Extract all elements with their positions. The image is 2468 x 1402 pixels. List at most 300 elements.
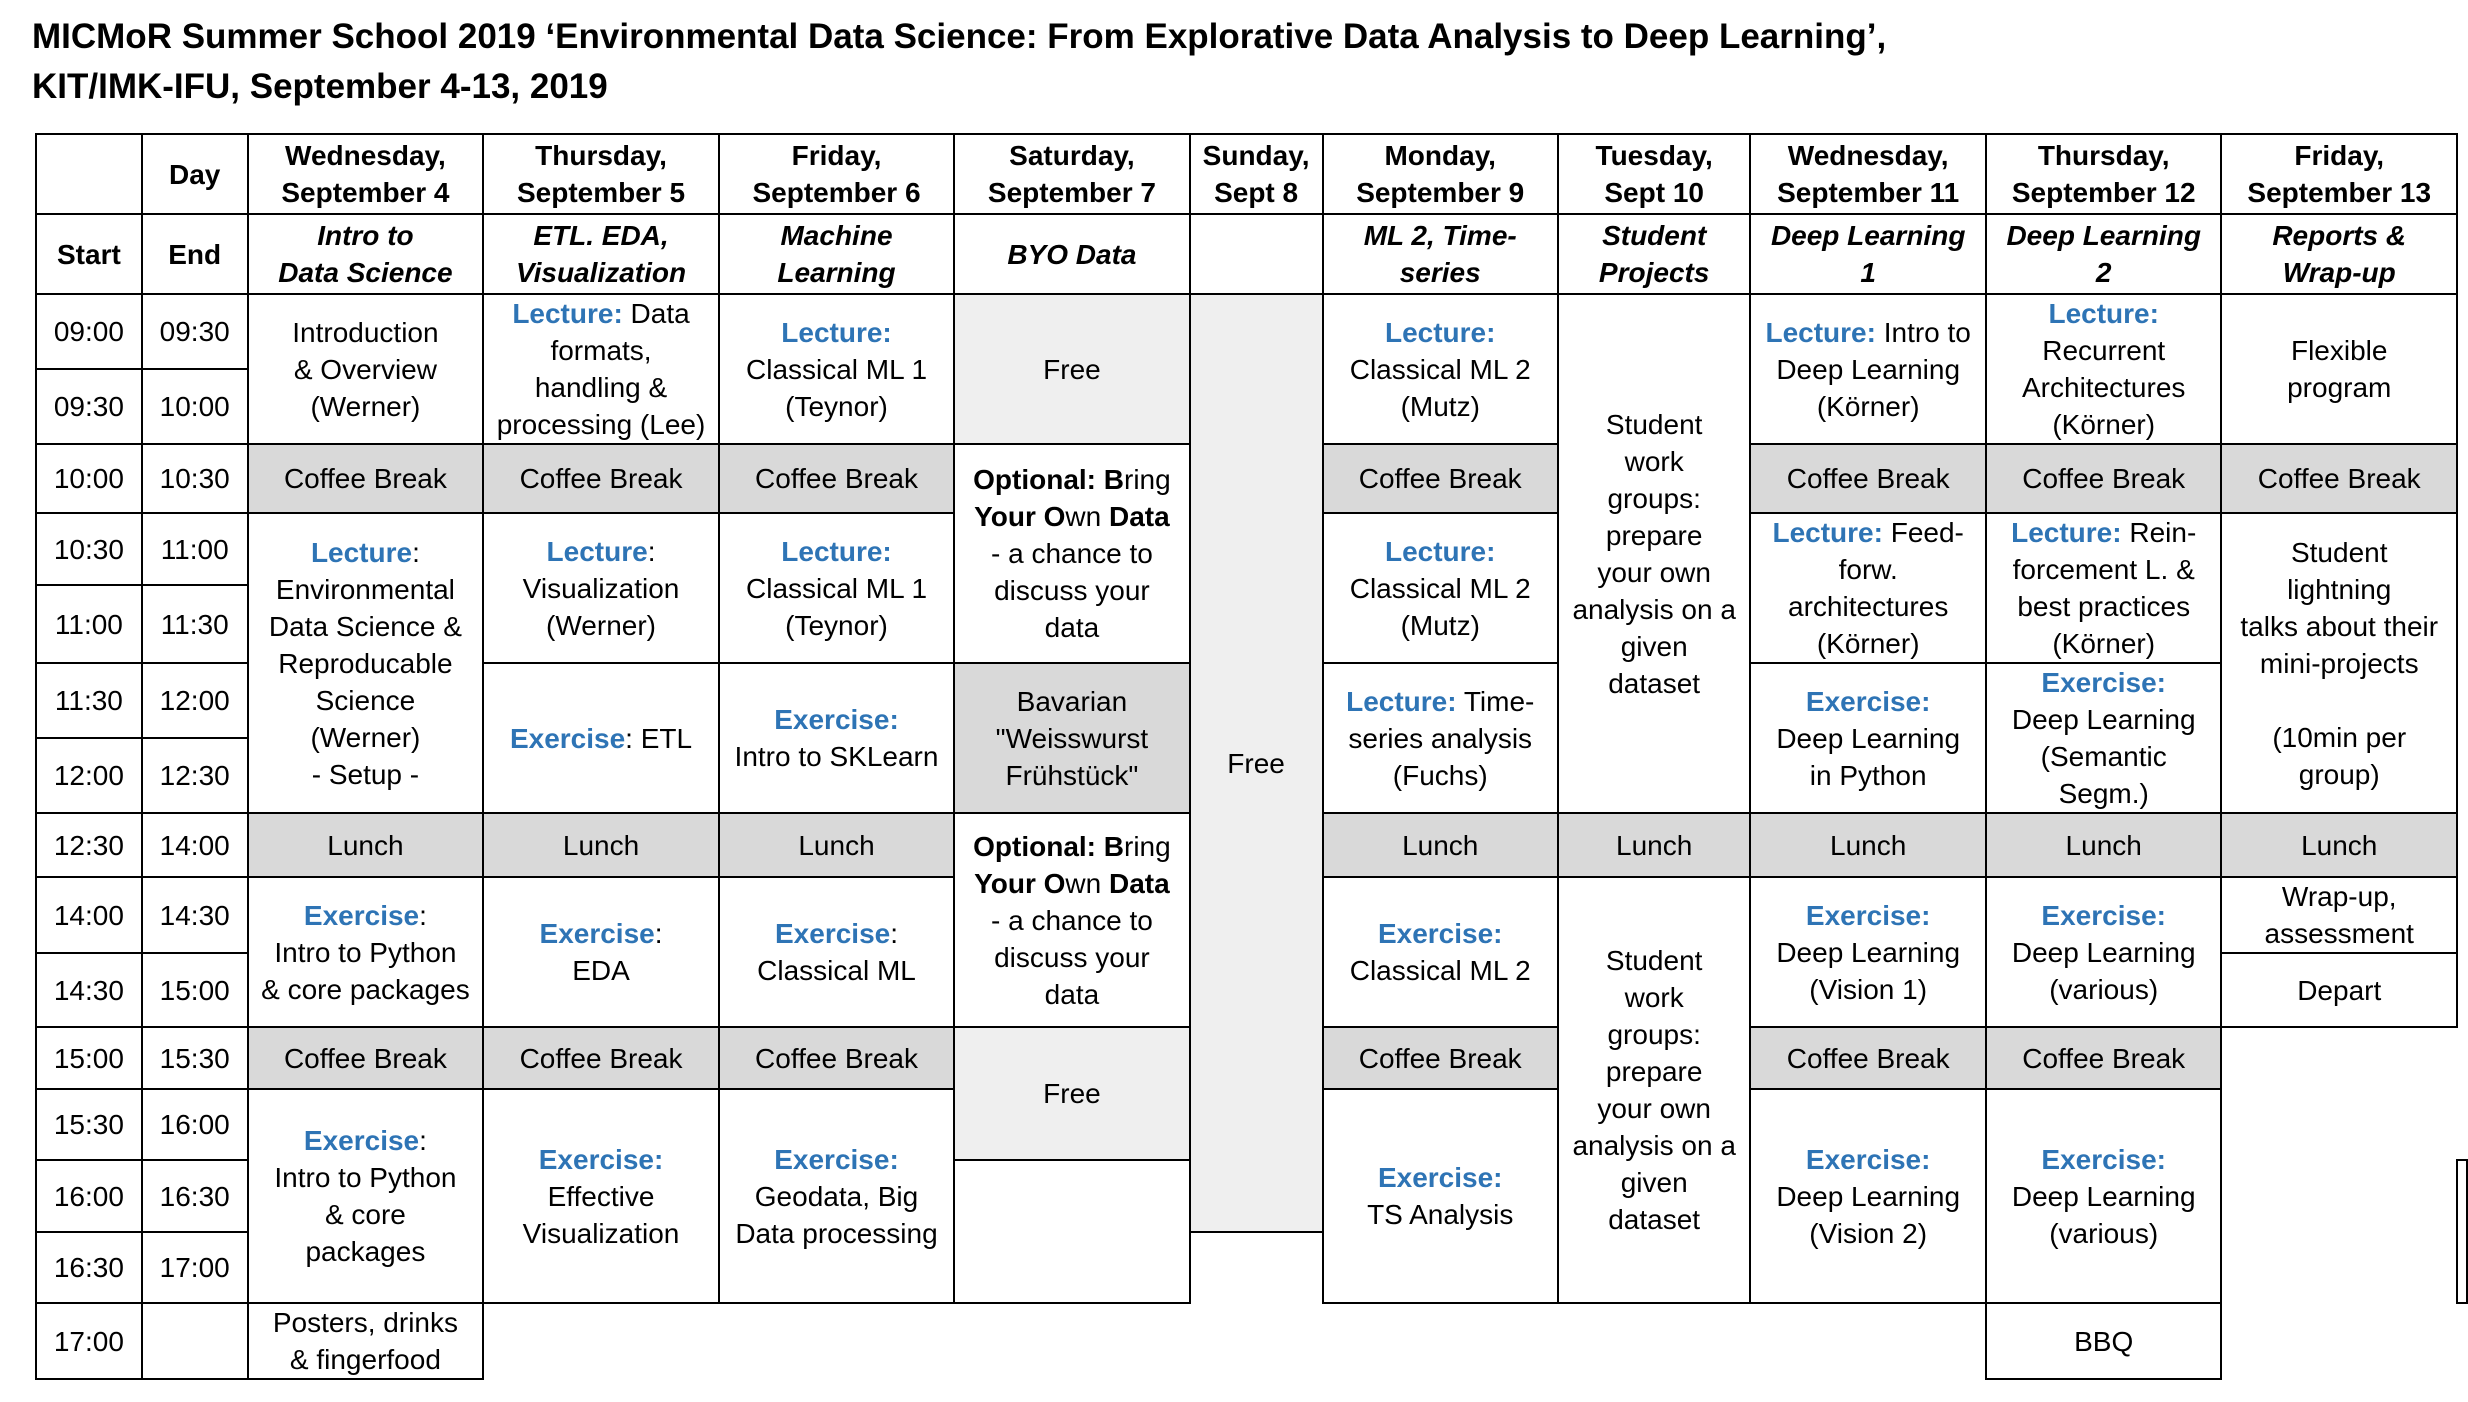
day-date: Sept 10 <box>1604 177 1704 208</box>
session-evening <box>248 1303 484 1379</box>
cell-line: analysis on a <box>1572 1130 1736 1161</box>
cell-line: given <box>1620 1167 1688 1198</box>
day-header-row <box>36 134 2467 214</box>
session-flexible <box>2221 294 2457 444</box>
day-header <box>2221 134 2457 214</box>
exercise-label: Exercise: <box>2041 1143 2166 1175</box>
cell-line: Reproducable <box>278 647 453 679</box>
session-exercise <box>483 877 719 1027</box>
cell-text: Intro to <box>1875 316 1971 348</box>
day-header <box>1750 134 1986 214</box>
exercise-label: Exercise <box>303 1125 420 1156</box>
day-theme <box>719 214 954 294</box>
cell-line: Data Science & <box>268 610 462 642</box>
end-time: 12:00 <box>142 663 248 738</box>
day-theme <box>2221 214 2457 294</box>
day-name: Saturday, <box>1009 140 1135 171</box>
session-lecture <box>483 513 719 663</box>
day-date: September 11 <box>1777 177 1960 208</box>
day-theme <box>1190 214 1323 294</box>
day-theme <box>1558 214 1751 294</box>
session-exercise <box>1986 877 2222 1027</box>
title-line-2: KIT/IMK-IFU, September 4-13, 2019 <box>32 67 608 106</box>
start-time: 09:00 <box>36 294 142 369</box>
cell-line: data <box>1044 612 1100 643</box>
cell-line <box>253 534 479 571</box>
end-time: 09:30 <box>142 294 248 369</box>
session-lecture <box>248 513 484 813</box>
cell-line: assessment <box>2264 918 2414 949</box>
cell-line: (Teynor) <box>785 609 888 641</box>
cell-line: talks about their <box>2240 610 2439 642</box>
start-time: 14:30 <box>36 953 142 1027</box>
cell-line: Classical ML 1 <box>746 353 928 385</box>
empty-cell <box>2457 1160 2467 1303</box>
day-name: Friday, <box>791 140 882 171</box>
start-time: 15:00 <box>36 1027 142 1089</box>
end-time: 11:30 <box>142 585 248 663</box>
cell-line: (Mutz) <box>1400 609 1480 641</box>
end-time <box>142 1303 248 1379</box>
end-time: 14:00 <box>142 813 248 877</box>
cell-line <box>1755 314 1981 351</box>
day-header <box>954 134 1189 214</box>
session-exercise <box>1750 663 1986 813</box>
session-lecture <box>1750 294 1986 444</box>
cell-text: Time- <box>1456 685 1535 717</box>
day-name: Monday, <box>1384 140 1496 171</box>
cell-line: (various) <box>2049 973 2159 1005</box>
cell-line: Data processing <box>735 1217 938 1249</box>
empty-cell <box>483 1303 1986 1379</box>
exercise-label: Exercise <box>539 918 655 949</box>
cell-line: (various) <box>2049 1217 2159 1249</box>
cell-line: & Overview <box>293 353 437 385</box>
cell-line: analysis on a <box>1572 593 1736 625</box>
cell-text: : <box>412 536 420 568</box>
end-time: 11:00 <box>142 513 248 585</box>
session-exercise <box>1323 877 1558 1027</box>
session-exercise <box>248 1089 484 1303</box>
cell-line: Deep Learning <box>2011 936 2196 968</box>
lecture-label: Lecture: <box>1765 316 1876 348</box>
cell-line: Deep Learning <box>1776 1180 1961 1212</box>
start-time: 09:30 <box>36 369 142 444</box>
day-theme <box>483 214 719 294</box>
cell-line: prepare <box>1605 1056 1703 1087</box>
time-row <box>36 1303 2467 1379</box>
cell-line: Introduction <box>292 316 439 348</box>
exercise-label: Exercise <box>509 722 626 754</box>
cell-line: prepare <box>1605 519 1703 551</box>
empty-cell <box>954 1160 1189 1303</box>
day-header <box>483 134 719 214</box>
theme-line: BYO Data <box>1007 238 1137 270</box>
cell-line: (Werner) <box>546 609 656 641</box>
cell-line: data <box>1044 978 1100 1010</box>
lecture-label: Lecture: <box>2011 517 2122 548</box>
cell-text: Data <box>1109 867 1170 899</box>
cell-spacer <box>2226 682 2452 719</box>
lunch-break: Lunch <box>1323 813 1558 877</box>
cell-line: (Fuchs) <box>1392 759 1488 791</box>
cell-line: Bavarian <box>1016 685 1128 717</box>
coffee-break: Coffee Break <box>248 444 484 513</box>
session-free: Free <box>954 294 1189 444</box>
session-exercise <box>248 877 484 1027</box>
lecture-label: Lecture: <box>781 316 892 348</box>
session-exercise <box>1986 1089 2222 1303</box>
cell-line: Deep Learning <box>1776 722 1961 754</box>
lunch-break: Lunch <box>1750 813 1986 877</box>
day-date: September 5 <box>516 177 686 208</box>
theme-line: Visualization <box>515 257 687 288</box>
coffee-break: Coffee Break <box>1750 1027 1986 1089</box>
lecture-label: Lecture <box>546 535 648 567</box>
theme-line: ML 2, Time- <box>1363 220 1517 251</box>
cell-line: Classical ML 2 <box>1349 955 1531 986</box>
session-exercise <box>719 1089 954 1303</box>
cell-line: Intro to Python <box>274 936 457 968</box>
lunch-break: Lunch <box>483 813 719 877</box>
exercise-label: Exercise: <box>774 704 899 735</box>
theme-line: Learning <box>777 257 896 288</box>
end-label: End <box>142 214 248 294</box>
cell-line: lightning <box>2287 573 2392 605</box>
start-time: 14:00 <box>36 877 142 953</box>
cell-line: (Teynor) <box>785 390 888 422</box>
cell-line: Deep Learning <box>2011 704 2196 735</box>
cell-line: Deep Learning <box>1776 936 1961 968</box>
cell-line: Student <box>1605 945 1703 976</box>
cell-text: : <box>654 918 663 949</box>
day-header <box>1323 134 1558 214</box>
cell-line: - Setup - <box>311 758 420 790</box>
day-date: September 7 <box>987 177 1156 208</box>
cell-text: wn <box>1065 867 1102 899</box>
cell-line: (10min per <box>2272 721 2407 753</box>
cell-line <box>1755 514 1981 551</box>
cell-line <box>724 915 949 952</box>
session-exercise <box>1323 1089 1558 1303</box>
cell-line: Deep Learning <box>2011 1180 2196 1212</box>
schedule-table <box>35 133 2468 1380</box>
cell-line: group) <box>2298 758 2380 790</box>
cell-text: B <box>1103 830 1125 862</box>
day-label: Day <box>142 134 248 214</box>
theme-line: Deep Learning <box>2006 220 2201 251</box>
cell-line: Visualization <box>522 1217 680 1249</box>
day-date: September 13 <box>2247 177 2432 208</box>
session-byo-data <box>954 444 1189 663</box>
lecture-label: Lecture: <box>1384 535 1496 567</box>
cell-text: Feed- <box>1882 517 1964 548</box>
cell-line <box>488 295 714 332</box>
cell-line: - a chance to <box>990 538 1153 569</box>
cell-line: Recurrent <box>2042 335 2166 366</box>
session-exercise <box>1750 1089 1986 1303</box>
session-free: Free <box>954 1027 1189 1160</box>
cell-line <box>253 897 479 934</box>
cell-line: architectures <box>1788 591 1949 622</box>
theme-line: Wrap-up <box>2282 257 2396 288</box>
lunch-break: Lunch <box>1558 813 1751 877</box>
session-intro <box>248 294 484 444</box>
day-header <box>719 134 954 214</box>
coffee-break: Coffee Break <box>2221 444 2457 513</box>
cell-line: groups: <box>1607 1019 1701 1050</box>
title-line-1: MICMoR Summer School 2019 ‘Environmental Data Science: From Explorative Data Analysis to Deep Learning’, <box>32 17 1887 56</box>
coffee-break: Coffee Break <box>1986 1027 2222 1089</box>
cell-text: O <box>1043 867 1066 899</box>
session-lightning-talks <box>2221 513 2457 813</box>
cell-line: in Python <box>1809 759 1927 791</box>
cell-line: Effective <box>547 1180 655 1212</box>
cell-text: O <box>1043 501 1066 532</box>
session-exercise <box>1986 663 2222 813</box>
cell-text: Your <box>974 867 1036 899</box>
session-lecture <box>1750 513 1986 663</box>
session-exercise <box>483 663 719 813</box>
coffee-break: Coffee Break <box>719 444 954 513</box>
cell-line: formats, <box>550 335 652 366</box>
start-time: 15:30 <box>36 1089 142 1160</box>
coffee-break: Coffee Break <box>1750 444 1986 513</box>
cell-line: dataset <box>1608 667 1701 699</box>
cell-line: Visualization <box>522 572 680 604</box>
cell-text: B <box>1103 464 1125 495</box>
coffee-break: Coffee Break <box>483 1027 719 1089</box>
cell-line: Environmental <box>275 573 455 605</box>
theme-header-row <box>36 214 2467 294</box>
lunch-break: Lunch <box>248 813 484 877</box>
exercise-label: Exercise <box>303 899 420 931</box>
lecture-label: Lecture <box>310 536 413 568</box>
cell-line: Student <box>2290 536 2388 568</box>
coffee-break: Coffee Break <box>1323 1027 1558 1089</box>
day-theme <box>1750 214 1986 294</box>
cell-line: series analysis <box>1348 722 1533 754</box>
cell-line: your own <box>1597 556 1711 588</box>
cell-line: mini-projects <box>2259 647 2419 679</box>
day-name: Sunday, <box>1202 140 1310 171</box>
cell-text: : <box>419 1125 427 1156</box>
cell-line: given <box>1620 630 1688 662</box>
cell-line: Posters, drinks <box>272 1307 458 1338</box>
cell-line: handling & <box>534 372 668 403</box>
cell-line: (Mutz) <box>1400 390 1480 422</box>
start-time: 10:30 <box>36 513 142 585</box>
cell-line <box>488 915 714 952</box>
cell-text: ring <box>1124 464 1171 495</box>
cell-line: - a chance to <box>990 904 1153 936</box>
lecture-label: Lecture: <box>1346 685 1457 717</box>
day-date: September 12 <box>2011 177 2196 208</box>
cell-line: TS Analysis <box>1367 1199 1514 1230</box>
cell-text: Data <box>1109 501 1170 532</box>
exercise-label: Exercise: <box>2041 899 2166 931</box>
session-exercise <box>719 663 954 813</box>
lecture-label: Lecture: <box>512 298 623 329</box>
corner-cell <box>36 134 142 214</box>
cell-line: EDA <box>572 955 630 986</box>
exercise-label: Exercise: <box>1805 1143 1931 1175</box>
session-lecture <box>1323 513 1558 663</box>
session-exercise <box>1750 877 1986 1027</box>
start-time: 10:00 <box>36 444 142 513</box>
start-time: 11:30 <box>36 663 142 738</box>
session-student-work <box>1558 877 1751 1303</box>
cell-line: Intro to SKLearn <box>734 741 939 772</box>
cell-line: discuss your <box>994 575 1150 606</box>
cell-line: Flexible <box>2290 335 2388 366</box>
cell-text: : <box>419 899 427 931</box>
day-theme <box>954 214 1189 294</box>
end-time: 16:30 <box>142 1160 248 1232</box>
theme-line: series <box>1399 257 1481 288</box>
cell-line: program <box>2287 372 2392 403</box>
end-time: 12:30 <box>142 738 248 813</box>
cell-line: processing (Lee) <box>496 409 706 440</box>
cell-line: Classical ML 1 <box>746 572 928 604</box>
exercise-label: Exercise: <box>1377 1162 1503 1193</box>
cell-line: packages <box>305 1236 426 1267</box>
lunch-break: Lunch <box>2221 813 2457 877</box>
start-time: 16:00 <box>36 1160 142 1232</box>
cell-text: Your <box>974 501 1036 532</box>
theme-line: 2 <box>2095 257 2112 288</box>
cell-text: ring <box>1124 830 1171 862</box>
coffee-break: Coffee Break <box>483 444 719 513</box>
cell-line <box>959 498 1184 535</box>
start-time: 12:30 <box>36 813 142 877</box>
cell-line: Architectures <box>2022 372 2186 403</box>
exercise-label: Exercise: <box>774 1143 899 1175</box>
exercise-label: Exercise: <box>538 1143 664 1175</box>
cell-line: (Körner) <box>2052 409 2156 440</box>
cell-text: wn <box>1065 501 1102 532</box>
day-name: Wednesday, <box>1787 140 1949 171</box>
session-student-work <box>1558 294 1751 813</box>
exercise-label: Exercise: <box>1377 918 1503 949</box>
cell-line <box>959 461 1184 498</box>
coffee-break: Coffee Break <box>1986 444 2222 513</box>
cell-line: Deep Learning <box>1776 353 1961 385</box>
lunch-break: Lunch <box>719 813 954 877</box>
cell-line: discuss your <box>994 941 1150 973</box>
cell-line: (Werner) <box>310 721 421 753</box>
session-lecture <box>1323 663 1558 813</box>
cell-line: forw. <box>1838 554 1898 585</box>
day-header <box>1190 134 1323 214</box>
cell-line <box>959 865 1184 902</box>
day-header <box>1986 134 2222 214</box>
lecture-label: Lecture: <box>1384 316 1496 348</box>
day-name: Wednesday, <box>285 140 446 171</box>
cell-line: (Körner) <box>1816 390 1920 422</box>
cell-line: & core packages <box>261 973 470 1005</box>
exercise-label: Exercise <box>775 918 891 949</box>
session-lecture <box>1986 513 2222 663</box>
theme-line: 1 <box>1860 257 1876 288</box>
page-title <box>32 12 1886 112</box>
coffee-break: Coffee Break <box>248 1027 484 1089</box>
exercise-label: Exercise: <box>1805 899 1931 931</box>
start-time: 12:00 <box>36 738 142 813</box>
cell-line: (Werner) <box>310 390 421 422</box>
cell-text: : <box>890 918 898 949</box>
end-time: 15:00 <box>142 953 248 1027</box>
day-date: September 4 <box>281 177 450 208</box>
cell-line: & fingerfood <box>289 1344 441 1375</box>
coffee-break: Coffee Break <box>1323 444 1558 513</box>
session-wrapup <box>2221 877 2457 953</box>
session-lecture <box>719 294 954 444</box>
day-name: Thursday, <box>2037 140 2170 171</box>
cell-line: & core <box>324 1199 406 1230</box>
session-free-sunday: Free <box>1190 294 1323 1232</box>
lecture-label: Lecture: <box>781 535 892 567</box>
day-date: September 6 <box>752 177 921 208</box>
exercise-label: Exercise: <box>2041 667 2166 698</box>
day-name: Friday, <box>2294 140 2385 171</box>
session-bavarian-breakfast <box>954 663 1189 813</box>
empty-cell <box>2221 1027 2457 1379</box>
cell-line: Classical ML 2 <box>1349 353 1531 385</box>
session-byo-data <box>954 813 1189 1027</box>
theme-line: Deep Learning <box>1770 220 1966 251</box>
theme-line: Student <box>1602 220 1707 251</box>
cell-line: (Vision 2) <box>1809 1217 1928 1249</box>
lecture-label: Lecture: <box>2048 298 2159 329</box>
theme-line: ETL. EDA, <box>533 220 669 251</box>
theme-line: Intro to <box>317 220 414 251</box>
time-row <box>36 294 2467 369</box>
theme-line: Machine <box>780 220 893 251</box>
day-name: Thursday, <box>535 140 667 171</box>
day-theme <box>1323 214 1558 294</box>
end-time: 15:30 <box>142 1027 248 1089</box>
cell-line: best practices <box>2017 591 2191 622</box>
cell-line: groups: <box>1607 482 1701 514</box>
cell-line: Wrap-up, <box>2281 881 2397 912</box>
cell-line: Segm.) <box>2058 778 2149 809</box>
end-time: 17:00 <box>142 1232 248 1303</box>
session-lecture <box>483 294 719 444</box>
cell-line: Classical ML 2 <box>1349 572 1531 604</box>
end-time: 16:00 <box>142 1089 248 1160</box>
cell-line <box>488 533 714 570</box>
cell-line <box>488 720 714 757</box>
exercise-label: Exercise: <box>1805 685 1931 717</box>
session-exercise <box>483 1089 719 1303</box>
start-time: 17:00 <box>36 1303 142 1379</box>
day-header <box>1558 134 1751 214</box>
day-header <box>248 134 484 214</box>
day-name: Tuesday, <box>1595 140 1713 171</box>
cell-line: Classical ML <box>757 955 916 986</box>
cell-line: forcement L. & <box>2012 554 2195 585</box>
session-lecture <box>719 513 954 663</box>
day-date: September 9 <box>1356 177 1525 208</box>
lunch-break: Lunch <box>1986 813 2222 877</box>
cell-line: dataset <box>1608 1204 1701 1235</box>
cell-line: (Körner) <box>1816 628 1920 659</box>
cell-text: : <box>647 535 656 567</box>
day-theme <box>248 214 484 294</box>
optional-label: Optional: <box>973 830 1096 862</box>
cell-line: (Semantic <box>2040 741 2167 772</box>
